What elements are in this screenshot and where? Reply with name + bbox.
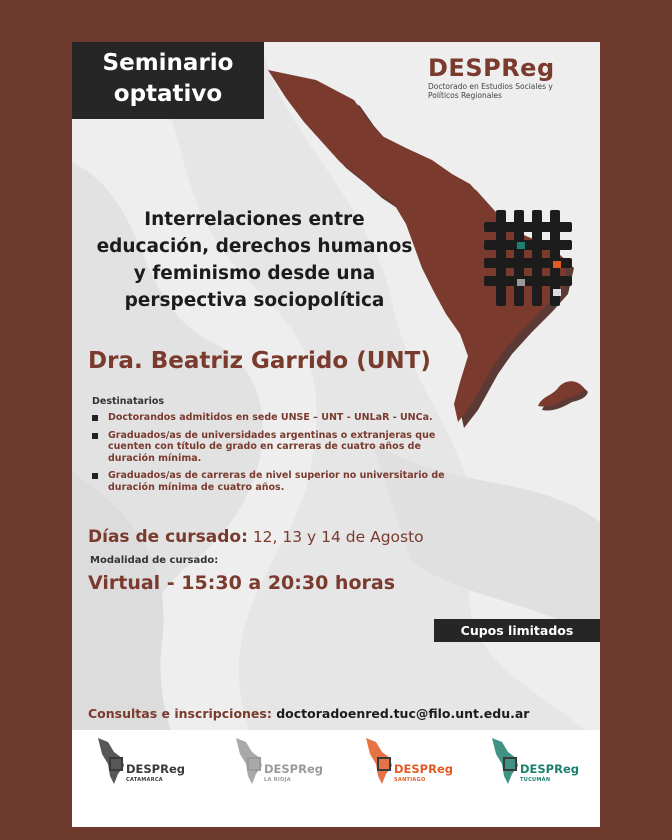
title-line-4: perspectiva sociopolítica xyxy=(124,290,385,311)
badge-line-2: optativo xyxy=(113,81,223,107)
brand-subtitle: Doctorado en Estudios Sociales y Políticos Regionales xyxy=(428,82,553,100)
logo-city: LA RIOJA xyxy=(264,777,291,783)
destinatarios-list xyxy=(92,412,462,499)
map-icon xyxy=(94,732,128,790)
list-item: Graduados/as de universidades argentinas o extranjeras que cuenten con título de grado en carreras de cuatro años de duración mínima. xyxy=(92,430,462,465)
poster xyxy=(72,42,600,827)
brand-name: DESPReg xyxy=(428,54,555,82)
brand-block xyxy=(428,54,578,100)
seminar-badge xyxy=(72,42,264,119)
title-line-3: y feminismo desde una xyxy=(133,263,376,284)
logo-name: DESPReg xyxy=(520,762,579,776)
map-icon xyxy=(488,732,522,790)
contact-label: Consultas e inscripciones: xyxy=(88,706,272,721)
logo-city: TUCUMÁN xyxy=(520,777,551,783)
logo-city: CATAMARCA xyxy=(126,777,163,783)
destinatarios-title: Destinatarios xyxy=(92,396,165,407)
list-item: Graduados/as de carreras de nivel superior no universitario de duración mínima de cuatro años. xyxy=(92,470,462,493)
logo-catamarca xyxy=(94,732,204,792)
title-line-1: Interrelaciones entre xyxy=(144,209,365,230)
modality-value: Virtual - 15:30 a 20:30 horas xyxy=(88,572,396,594)
days-line xyxy=(88,527,424,547)
logo-name: DESPReg xyxy=(126,762,185,776)
title-line-2: educación, derechos humanos xyxy=(96,236,413,257)
cupos-badge: Cupos limitados xyxy=(434,619,600,642)
list-item: Doctorandos admitidos en sede UNSE – UNT - UNLaR - UNCa. xyxy=(92,412,462,424)
modality-label: Modalidad de cursado: xyxy=(90,555,219,566)
logo-la-rioja xyxy=(232,732,342,792)
logo-name: DESPReg xyxy=(264,762,323,776)
map-icon xyxy=(232,732,266,790)
logo-tucuman xyxy=(488,732,598,792)
speaker-name: Dra. Beatriz Garrido (UNT) xyxy=(88,348,431,374)
map-icon xyxy=(362,732,396,790)
days-label: Días de cursado: xyxy=(88,527,248,547)
contact-email[interactable]: doctoradoenred.tuc@filo.unt.edu.ar xyxy=(276,706,530,721)
badge-line-1: Seminario xyxy=(102,50,234,76)
logo-city: SANTIAGO xyxy=(394,777,426,783)
contact-line xyxy=(88,706,529,721)
logo-name: DESPReg xyxy=(394,762,453,776)
logo-santiago xyxy=(362,732,472,792)
days-value: 12, 13 y 14 de Agosto xyxy=(252,528,424,546)
seminar-title xyxy=(72,206,437,314)
